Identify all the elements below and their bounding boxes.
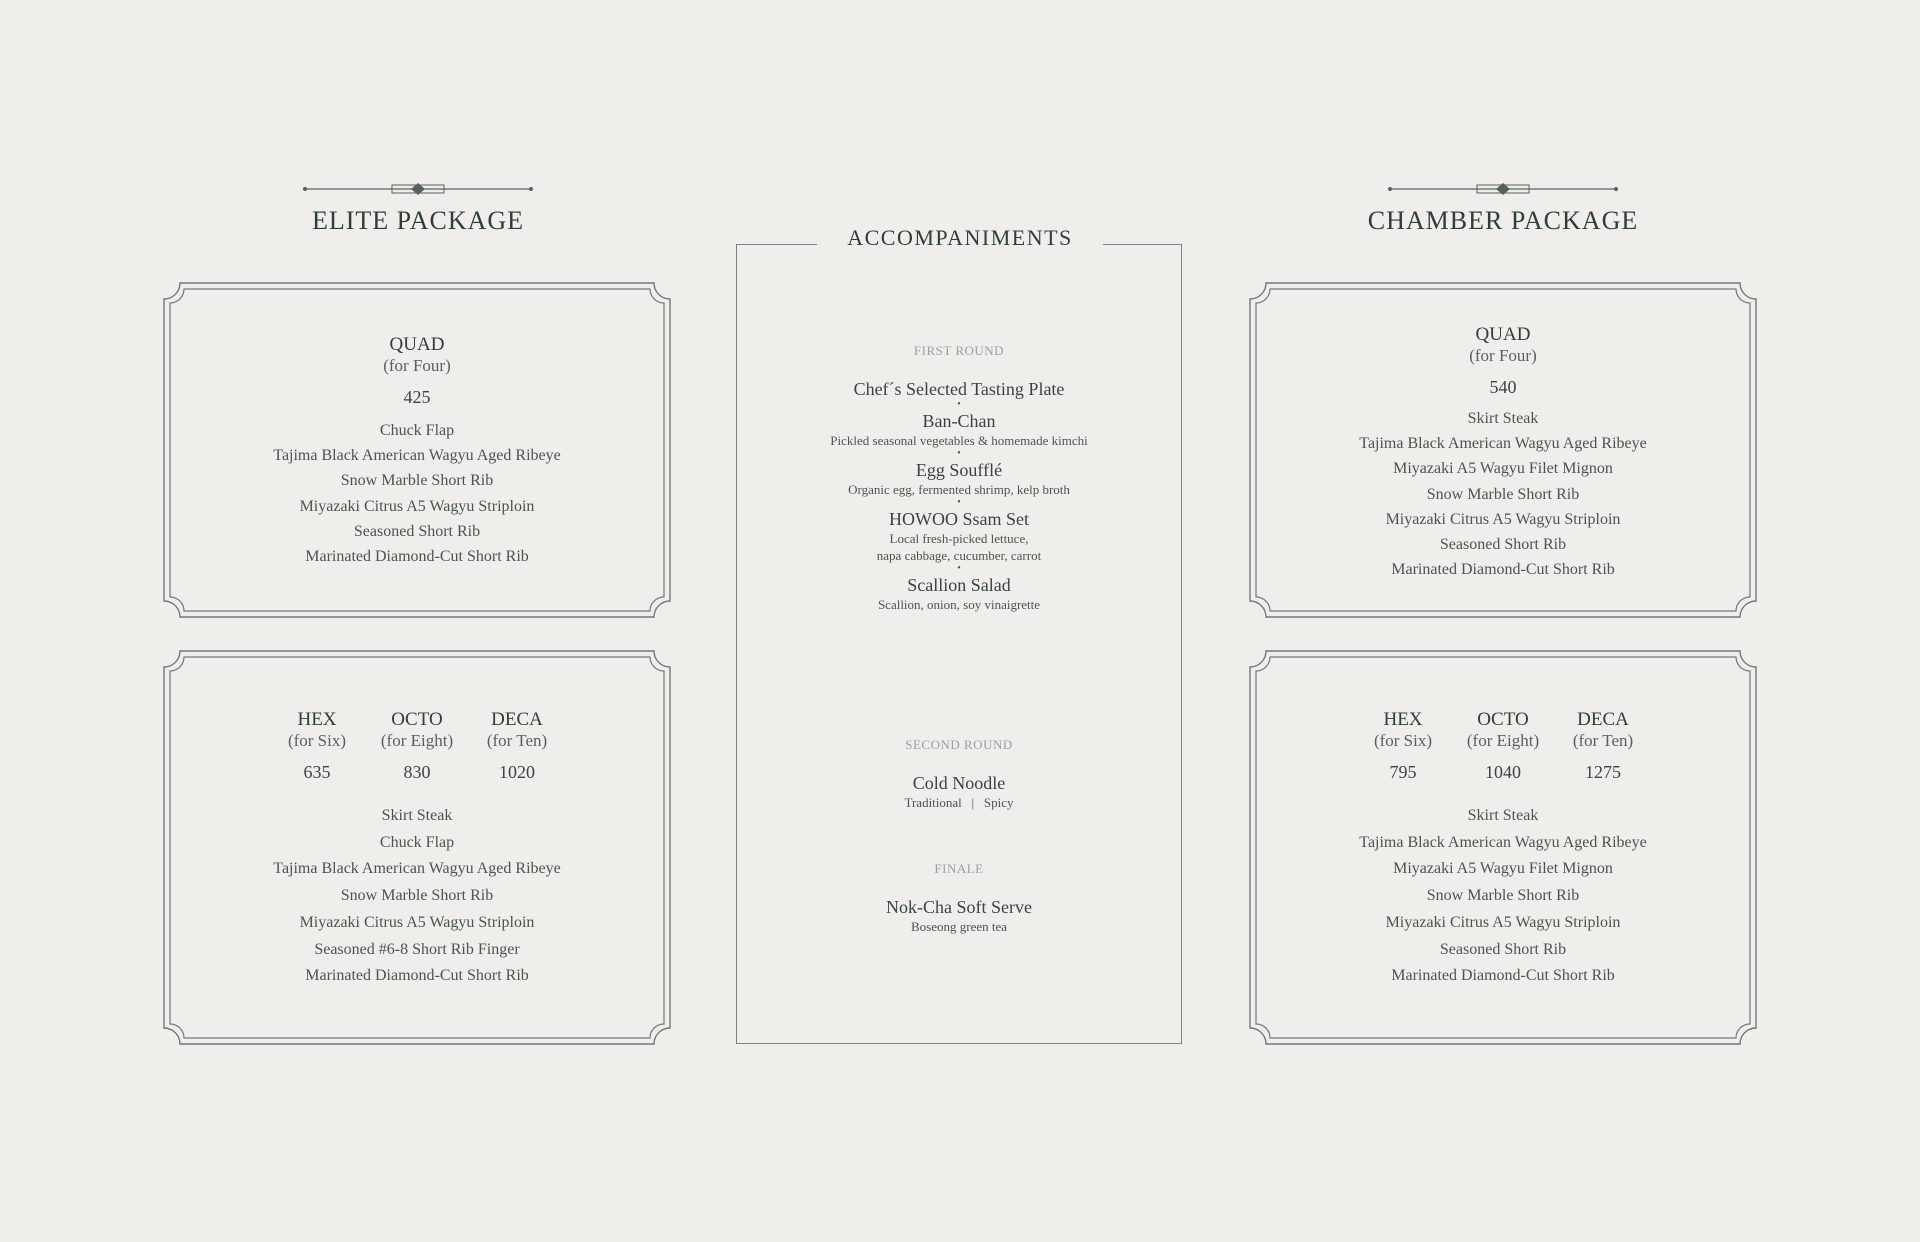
chamber-group-items bbox=[1248, 803, 1758, 990]
list-item: Chuck Flap bbox=[379, 833, 455, 851]
dish-name: HOWOO Ssam Set bbox=[889, 509, 1029, 529]
list-item: Skirt Steak bbox=[381, 807, 453, 824]
tier-label: OCTO bbox=[1477, 709, 1529, 730]
elite-quad-frame bbox=[162, 281, 672, 619]
dish-name: Chef´s Selected Tasting Plate bbox=[853, 379, 1065, 399]
chamber-quad-frame bbox=[1248, 281, 1758, 619]
list-item: Tajima Black American Wagyu Aged Ribeye bbox=[1359, 833, 1647, 851]
list-item: Miyazaki Citrus A5 Wagyu Striploin bbox=[1385, 913, 1621, 931]
tier-subtitle: (for Ten) bbox=[486, 731, 548, 750]
quad-subtitle: (for Four) bbox=[383, 356, 451, 375]
elite-package-title: ELITE PACKAGE bbox=[311, 206, 525, 235]
chamber-tiers bbox=[1248, 710, 1758, 783]
tier-label: HEX bbox=[297, 709, 337, 730]
finale-section bbox=[737, 861, 1181, 935]
tier-octo bbox=[367, 710, 467, 783]
tier-price: 1040 bbox=[1485, 762, 1521, 782]
list-item: Miyazaki Citrus A5 Wagyu Striploin bbox=[299, 497, 535, 515]
list-item: Marinated Diamond-Cut Short Rib bbox=[305, 548, 529, 566]
quad-label: QUAD bbox=[1475, 324, 1531, 345]
elite-group-items bbox=[162, 803, 672, 990]
dish-name: Nok-Cha Soft Serve bbox=[886, 897, 1032, 917]
tier-subtitle: (for Ten) bbox=[1572, 731, 1634, 750]
dish-name: Ban-Chan bbox=[922, 411, 996, 431]
tier-label: DECA bbox=[491, 709, 543, 730]
tier-deca bbox=[467, 710, 567, 783]
second-round-section bbox=[737, 737, 1181, 811]
list-item: Snow Marble Short Rib bbox=[340, 887, 494, 905]
separator-dot: • bbox=[957, 448, 961, 459]
tier-label: OCTO bbox=[391, 709, 443, 730]
quad-price: 540 bbox=[1489, 377, 1517, 397]
first-round-section bbox=[737, 343, 1181, 613]
tier-price: 1020 bbox=[499, 762, 535, 782]
finale-label: FINALE bbox=[934, 861, 984, 876]
tier-hex bbox=[1353, 710, 1453, 783]
elite-quad-items bbox=[162, 418, 672, 569]
tier-subtitle: (for Eight) bbox=[380, 731, 454, 750]
elite-package-heading bbox=[218, 206, 618, 236]
elite-tiers bbox=[162, 710, 672, 783]
divider-ornament-right bbox=[1387, 182, 1619, 196]
quad-subtitle: (for Four) bbox=[1469, 346, 1537, 365]
dish-description: Pickled seasonal vegetables & homemade kimchi bbox=[830, 433, 1088, 448]
chamber-quad-items bbox=[1248, 406, 1758, 582]
list-item: Seasoned Short Rib bbox=[1439, 536, 1567, 554]
second-round-label: SECOND ROUND bbox=[905, 737, 1013, 752]
dish-name: Scallion Salad bbox=[907, 575, 1011, 595]
tier-label: HEX bbox=[1383, 709, 1423, 730]
list-item: Skirt Steak bbox=[1467, 807, 1539, 824]
list-item: Marinated Diamond-Cut Short Rib bbox=[1391, 967, 1615, 985]
list-item: Tajima Black American Wagyu Aged Ribeye bbox=[1359, 435, 1647, 453]
separator-dot: • bbox=[957, 563, 961, 574]
chamber-package-title: CHAMBER PACKAGE bbox=[1367, 206, 1639, 235]
accompaniments-heading bbox=[737, 225, 1183, 251]
tier-subtitle: (for Six) bbox=[1373, 731, 1433, 750]
dish-description: Traditional | Spicy bbox=[904, 795, 1014, 810]
list-item: Seasoned Short Rib bbox=[1439, 940, 1567, 958]
chamber-package-heading bbox=[1303, 206, 1703, 236]
tier-octo bbox=[1453, 710, 1553, 783]
dish-description: Local fresh-picked lettuce, napa cabbage, cucumber, carrot bbox=[876, 531, 1042, 563]
separator-dot: • bbox=[957, 497, 961, 508]
tier-hex bbox=[267, 710, 367, 783]
list-item: Seasoned Short Rib bbox=[353, 522, 481, 540]
divider-ornament-left bbox=[302, 182, 534, 196]
dish-description: Organic egg, fermented shrimp, kelp broth bbox=[848, 482, 1070, 497]
list-item: Miyazaki A5 Wagyu Filet Mignon bbox=[1393, 860, 1613, 878]
dish-description: Boseong green tea bbox=[910, 919, 1008, 934]
chamber-group-frame bbox=[1248, 649, 1758, 1046]
list-item: Marinated Diamond-Cut Short Rib bbox=[305, 967, 529, 985]
list-item: Snow Marble Short Rib bbox=[1426, 887, 1580, 905]
tier-subtitle: (for Eight) bbox=[1466, 731, 1540, 750]
dish-name: Cold Noodle bbox=[912, 773, 1006, 793]
accompaniments-box bbox=[736, 225, 1182, 1044]
tier-price: 1275 bbox=[1585, 762, 1621, 782]
elite-group-frame bbox=[162, 649, 672, 1046]
first-round-label: FIRST ROUND bbox=[913, 343, 1005, 358]
list-item: Miyazaki Citrus A5 Wagyu Striploin bbox=[299, 913, 535, 931]
dish-description: Scallion, onion, soy vinaigrette bbox=[877, 597, 1041, 612]
tier-subtitle: (for Six) bbox=[287, 731, 347, 750]
list-item: Skirt Steak bbox=[1467, 410, 1539, 427]
list-item: Chuck Flap bbox=[379, 422, 455, 439]
tier-label: DECA bbox=[1577, 709, 1629, 730]
list-item: Snow Marble Short Rib bbox=[340, 472, 494, 490]
list-item: Snow Marble Short Rib bbox=[1426, 485, 1580, 503]
list-item: Tajima Black American Wagyu Aged Ribeye bbox=[273, 447, 561, 465]
quad-price: 425 bbox=[403, 387, 431, 407]
tier-deca bbox=[1553, 710, 1653, 783]
tier-price: 635 bbox=[303, 762, 331, 782]
list-item: Miyazaki A5 Wagyu Filet Mignon bbox=[1393, 460, 1613, 478]
tier-price: 830 bbox=[403, 762, 431, 782]
dish-name: Egg Soufflé bbox=[915, 460, 1003, 480]
list-item: Seasoned #6-8 Short Rib Finger bbox=[314, 940, 520, 958]
accompaniments-title: ACCOMPANIMENTS bbox=[817, 225, 1103, 250]
quad-label: QUAD bbox=[389, 334, 445, 355]
list-item: Marinated Diamond-Cut Short Rib bbox=[1391, 561, 1615, 579]
list-item: Tajima Black American Wagyu Aged Ribeye bbox=[273, 860, 561, 878]
tier-price: 795 bbox=[1389, 762, 1417, 782]
separator-dot: • bbox=[957, 399, 961, 410]
list-item: Miyazaki Citrus A5 Wagyu Striploin bbox=[1385, 510, 1621, 528]
